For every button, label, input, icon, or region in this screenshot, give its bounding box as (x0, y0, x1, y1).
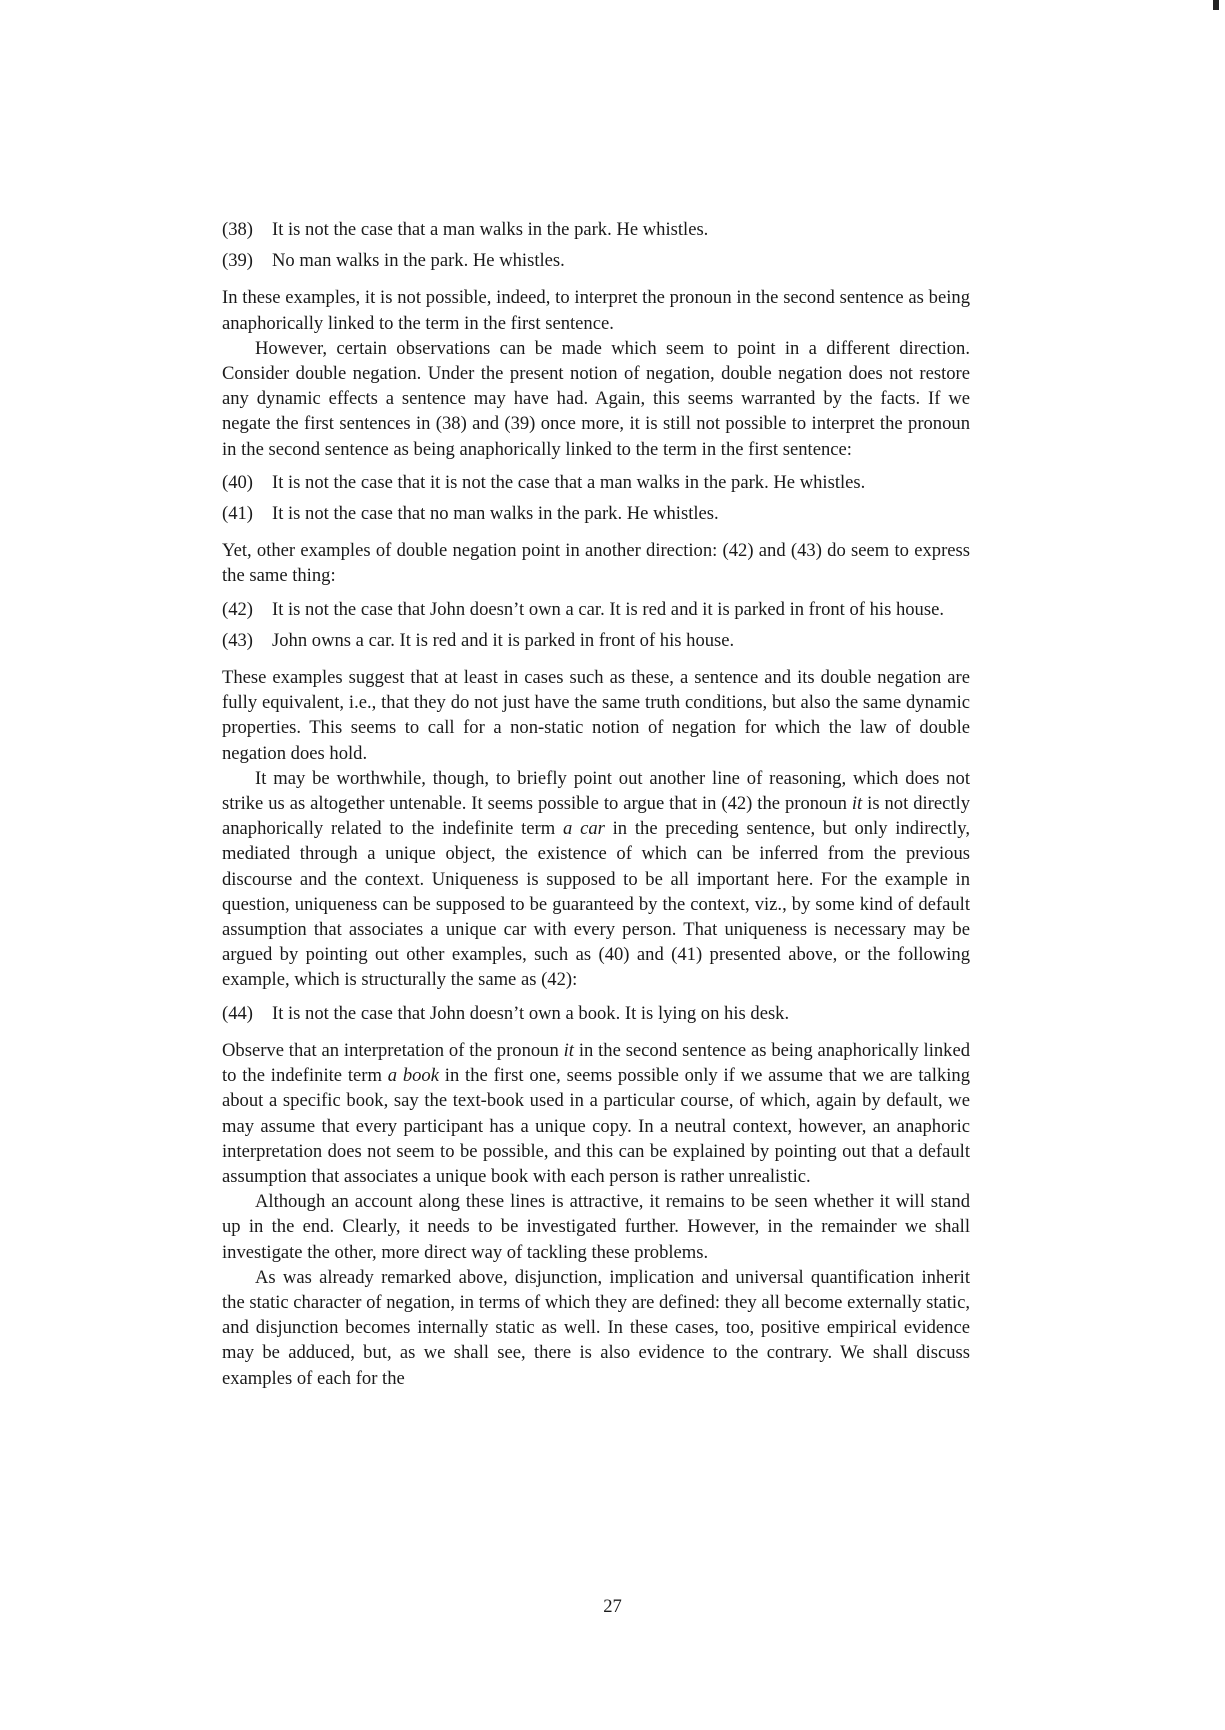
paragraph: However, certain observations can be made which seem to point in a different direction. Consider double negation. Under the present notion of negation, double negation does not restore any dynamic effects a sentence may have had. Again, this seems warranted by the facts. If we negate the first sentences in (38) and (39) once more, it is still not possible to interpret the pronoun in the second sentence as being anaphorically linked to the term in the first sentence: (222, 337, 970, 460)
example-38 (222, 217, 970, 242)
scan-edge-mark (1213, 0, 1219, 10)
italic-term: it (851, 793, 863, 815)
example-number: (39) (222, 250, 253, 272)
paragraph-text: in the second sentence as being anaphorically linked to the indefinite term (222, 1039, 971, 1087)
example-text: It is not the case that no man walks in the park. He whistles. (272, 503, 719, 525)
paragraph: Although an account along these lines is attractive, it remains to be seen whether it will stand up in the end. Clearly, it needs to be investigated further. However, in the remainder we shall investigate the other, more direct way of tackling these problems. (222, 1191, 970, 1263)
example-text: It is not the case that a man walks in the park. He whistles. (272, 219, 709, 240)
example-41 (222, 501, 970, 526)
paragraph-text: Observe that an interpretation of the pronoun (222, 1039, 564, 1061)
example-group-38-39 (222, 217, 970, 273)
paragraph (222, 1038, 970, 1189)
paragraph-text: in the preceding sentence, but only indirectly, mediated through a unique object, the existence of which can be inferred from the previous discourse and the context. Uniqueness is supposed to be all important here. For the example in question, uniqueness can be supposed to be guaranteed by the context, viz., by some kind of default assumption that associates a unique car with every person. That uniqueness is necessary may be argued by pointing out other examples, such as (40) and (41) presented above, or the following example, which is structurally the same as (42): (222, 818, 970, 991)
example-40 (222, 470, 970, 495)
example-43 (222, 628, 970, 653)
example-text: John owns a car. It is red and it is parked in front of his house. (272, 629, 735, 651)
example-group-42-43 (222, 597, 970, 653)
paragraph: Yet, other examples of double negation point in another direction: (42) and (43) do seem to express the same thing: (222, 540, 970, 587)
example-number: (42) (222, 598, 253, 620)
example-39 (222, 248, 970, 273)
example-text: It is not the case that it is not the case that a man walks in the park. He whistles. (272, 471, 866, 493)
example-number: (44) (222, 1002, 253, 1024)
example-42 (222, 597, 970, 622)
example-number: (43) (222, 629, 253, 651)
page-body (222, 212, 970, 1391)
paragraph: As was already remarked above, disjunction, implication and universal quantification inherit the static character of negation, in terms of which they are defined: they all become externally static, and disjunction becomes internally static as well. In these cases, too, positive empirical evidence may be adduced, but, as we shall see, there is also evidence to the contrary. We shall discuss examples of each for the (222, 1266, 970, 1389)
example-number: (40) (222, 471, 253, 493)
example-number: (41) (222, 503, 253, 525)
example-text: No man walks in the park. He whistles. (272, 250, 565, 272)
paragraph (222, 766, 970, 993)
paragraph-text: is not directly anaphorically related to the indefinite term (222, 793, 970, 840)
page-number: 27 (603, 1596, 622, 1617)
italic-term: a book (387, 1065, 439, 1087)
italic-term: a car (562, 818, 605, 840)
italic-term: it (563, 1039, 574, 1061)
example-text: It is not the case that John doesn’t own a car. It is red and it is parked in front of his house. (272, 598, 944, 620)
example-group-40-41 (222, 470, 970, 526)
paragraph: These examples suggest that at least in cases such as these, a sentence and its double negation are fully equivalent, i.e., that they do not just have the same truth conditions, but also the same dynamic properties. This seems to call for a non-static notion of negation for which the law of double negation does hold. (222, 667, 970, 764)
paragraph-text: in the first one, seems possible only if we assume that we are talking about a specific book, say the text-book used in a particular course, of which, again by default, we may assume that every participant has a unique copy. In a neutral context, however, an anaphoric interpretation does not seem to be possible, and this can be explained by pointing out that a default assumption that associates a unique book with each person is rather unrealistic. (222, 1065, 970, 1187)
paragraph-text: It may be worthwhile, though, to briefly point out another line of reasoning, which does not strike us as altogether untenable. It seems possible to argue that in (42) the pronoun (222, 767, 970, 815)
example-44 (222, 1001, 970, 1026)
example-number: (38) (222, 219, 253, 240)
example-text: It is not the case that John doesn’t own a book. It is lying on his desk. (272, 1002, 790, 1024)
example-group-44 (222, 1001, 970, 1026)
paragraph: In these examples, it is not possible, indeed, to interpret the pronoun in the second sentence as being anaphorically linked to the term in the first sentence. (222, 287, 970, 334)
